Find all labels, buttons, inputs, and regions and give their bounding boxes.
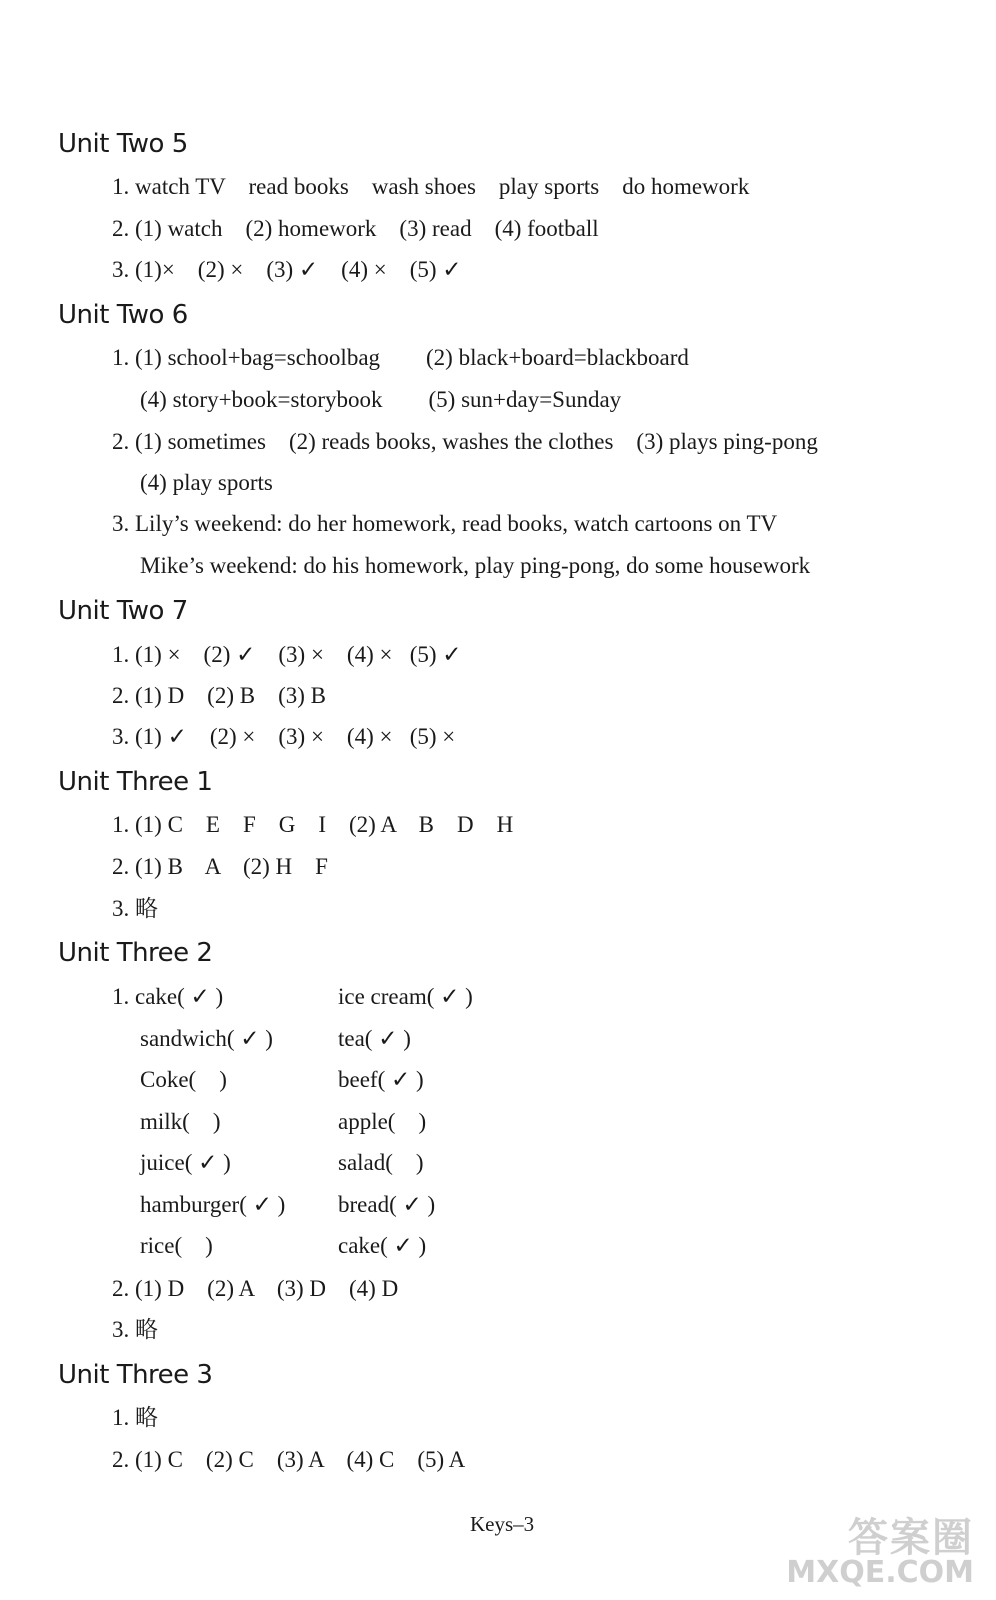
answer-line: 2. (1) sometimes (2) reads books, washes the clothes (3) plays ping-pong [112, 429, 818, 454]
section-title: Unit Three 1 [58, 767, 213, 797]
answer-line: 2. (1) watch (2) homework (3) read (4) football [112, 216, 599, 241]
watermark-line-1: 答案圈 [848, 1515, 974, 1561]
section-title: Unit Two 7 [58, 596, 188, 626]
answer-line: 1. 略 [112, 1405, 158, 1430]
answer-item: Coke( ) [140, 1067, 227, 1092]
page-number: Keys–3 [470, 1512, 535, 1536]
answer-item: cake( ✓ ) [338, 1233, 427, 1258]
answer-line: 3. 略 [112, 896, 158, 921]
answer-item: hamburger( ✓ ) [140, 1192, 286, 1217]
answer-item: sandwich( ✓ ) [140, 1026, 273, 1051]
answer-line: 2. (1) C (2) C (3) A (4) C (5) A [112, 1447, 466, 1472]
answer-line: 1. watch TV read books wash shoes play sports do homework [112, 174, 750, 199]
section-title: Unit Two 5 [58, 129, 188, 159]
answer-item: beef( ✓ ) [338, 1067, 424, 1092]
answer-line: 2. (1) D (2) A (3) D (4) D [112, 1276, 399, 1301]
watermark-line-2: MXQE.COM [786, 1555, 974, 1590]
answer-line: (4) play sports [140, 470, 273, 495]
answer-item: rice( ) [140, 1233, 213, 1258]
answer-item: 1. cake( ✓ ) [112, 984, 224, 1009]
answer-item: tea( ✓ ) [338, 1026, 411, 1051]
answer-line: 3. (1) ✓ (2) × (3) × (4) × (5) × [112, 724, 456, 749]
answer-item: bread( ✓ ) [338, 1192, 436, 1217]
answer-item: milk( ) [140, 1109, 221, 1134]
section-title: Unit Three 3 [58, 1360, 213, 1390]
answer-item: apple( ) [338, 1109, 427, 1134]
section-title: Unit Three 2 [58, 938, 213, 968]
answer-line: (4) story+book=storybook (5) sun+day=Sunday [140, 387, 622, 412]
answer-line: 3. 略 [112, 1317, 158, 1342]
answer-line: 1. (1) × (2) ✓ (3) × (4) × (5) ✓ [112, 642, 462, 667]
answer-line: 1. (1) school+bag=schoolbag (2) black+board=blackboard [112, 345, 689, 370]
watermark [786, 1515, 974, 1590]
answer-line: 1. (1) C E F G I (2) A B D H [112, 812, 514, 837]
answer-line: 3. (1)× (2) × (3) ✓ (4) × (5) ✓ [112, 257, 462, 282]
answer-item: ice cream( ✓ ) [338, 984, 473, 1009]
answer-line: 2. (1) D (2) B (3) B [112, 683, 326, 708]
answer-line: 3. Lily’s weekend: do her homework, read books, watch cartoons on TV [112, 511, 778, 536]
answer-item: juice( ✓ ) [140, 1150, 231, 1175]
answer-line: Mike’s weekend: do his homework, play ping-pong, do some housework [140, 553, 811, 578]
section-title: Unit Two 6 [58, 300, 188, 330]
answer-item: salad( ) [338, 1150, 424, 1175]
answer-line: 2. (1) B A (2) H F [112, 854, 328, 879]
